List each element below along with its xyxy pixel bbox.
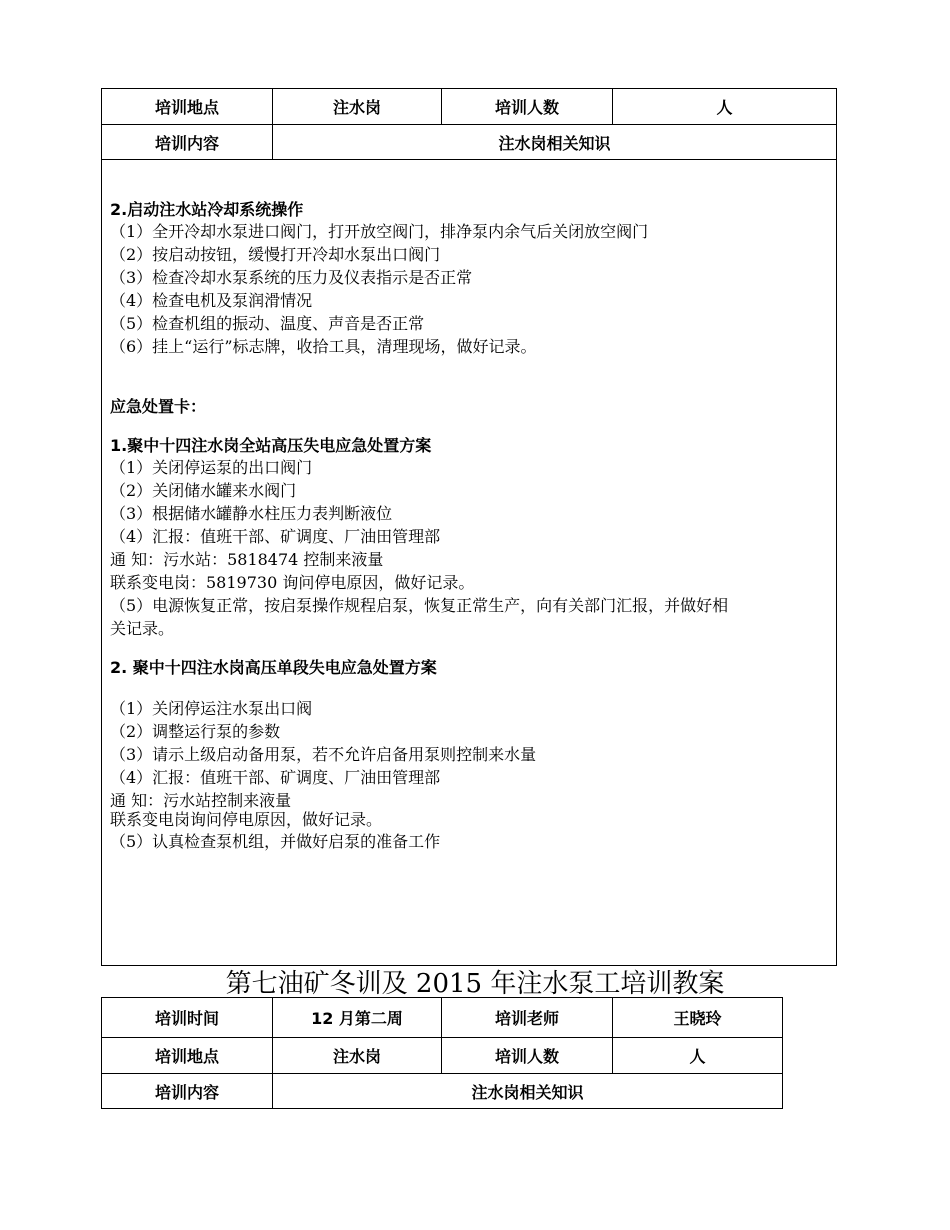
label-training-teacher: 培训老师 bbox=[441, 997, 613, 1038]
list-item: （5）检查机组的振动、温度、声音是否正常 bbox=[110, 314, 425, 333]
list-item: 联系变电岗询问停电原因，做好记录。 bbox=[110, 810, 383, 829]
list-item: （4）检查电机及泵润滑情况 bbox=[110, 291, 313, 310]
label-training-count: 培训人数 bbox=[441, 1037, 613, 1074]
list-item: （2）调整运行泵的参数 bbox=[110, 722, 281, 741]
list-item: （2）按启动按钮，缓慢打开冷却水泵出口阀门 bbox=[110, 245, 441, 264]
label-training-time: 培训时间 bbox=[101, 997, 273, 1038]
training-count-value: 人 bbox=[612, 1037, 783, 1074]
training-content-value: 注水岗相关知识 bbox=[272, 1073, 783, 1109]
list-item: （4）汇报：值班干部、矿调度、厂油田管理部 bbox=[110, 527, 441, 546]
list-item: （3）请示上级启动备用泵，若不允许启备用泵则控制来水量 bbox=[110, 745, 537, 764]
label-training-content: 培训内容 bbox=[101, 1073, 273, 1109]
list-item: （2）关闭储水罐来水阀门 bbox=[110, 481, 297, 500]
training-teacher-value: 王晓玲 bbox=[612, 997, 783, 1038]
training-location-value: 注水岗 bbox=[272, 88, 442, 125]
list-item: （3）检查冷却水泵系统的压力及仪表指示是否正常 bbox=[110, 268, 473, 287]
label-training-location: 培训地点 bbox=[101, 1037, 273, 1074]
plan1-title: 1.聚中十四注水岗全站高压失电应急处置方案 bbox=[110, 436, 432, 455]
training-content-value: 注水岗相关知识 bbox=[272, 124, 837, 160]
plan-title: 第七油矿冬训及 2015 年注水泵工培训教案 bbox=[225, 969, 725, 999]
label-training-location: 培训地点 bbox=[101, 88, 273, 125]
list-item: （1）关闭停运泵的出口阀门 bbox=[110, 458, 313, 477]
list-item: （4）汇报：值班干部、矿调度、厂油田管理部 bbox=[110, 768, 441, 787]
list-item: 通 知：污水站控制来液量 bbox=[110, 791, 292, 810]
emergency-card-title: 应急处置卡： bbox=[110, 397, 207, 416]
list-item: （5）电源恢复正常，按启泵操作规程启泵，恢复正常生产，向有关部门汇报，并做好相 bbox=[110, 596, 729, 615]
list-item: 通 知：污水站：5818474 控制来液量 bbox=[110, 550, 384, 569]
training-count-value: 人 bbox=[612, 88, 837, 125]
training-location-value: 注水岗 bbox=[272, 1037, 442, 1074]
section-startup-title: 2.启动注水站冷却系统操作 bbox=[110, 200, 304, 219]
plan2-title: 2. 聚中十四注水岗高压单段失电应急处置方案 bbox=[110, 658, 437, 677]
list-item: （1）全开冷却水泵进口阀门，打开放空阀门，排净泵内余气后关闭放空阀门 bbox=[110, 222, 649, 241]
list-item: （1）关闭停运注水泵出口阀 bbox=[110, 699, 313, 718]
list-item: 关记录。 bbox=[110, 619, 175, 638]
label-training-content: 培训内容 bbox=[101, 124, 273, 160]
list-item: （5）认真检查泵机组，并做好启泵的准备工作 bbox=[110, 832, 441, 851]
list-item: （6）挂上“运行”标志牌，收拾工具，清理现场，做好记录。 bbox=[110, 337, 537, 356]
label-training-count: 培训人数 bbox=[441, 88, 613, 125]
list-item: 联系变电岗：5819730 询问停电原因，做好记录。 bbox=[110, 573, 475, 592]
training-time-value: 12 月第二周 bbox=[272, 997, 442, 1038]
list-item: （3）根据储水罐静水柱压力表判断液位 bbox=[110, 504, 393, 523]
